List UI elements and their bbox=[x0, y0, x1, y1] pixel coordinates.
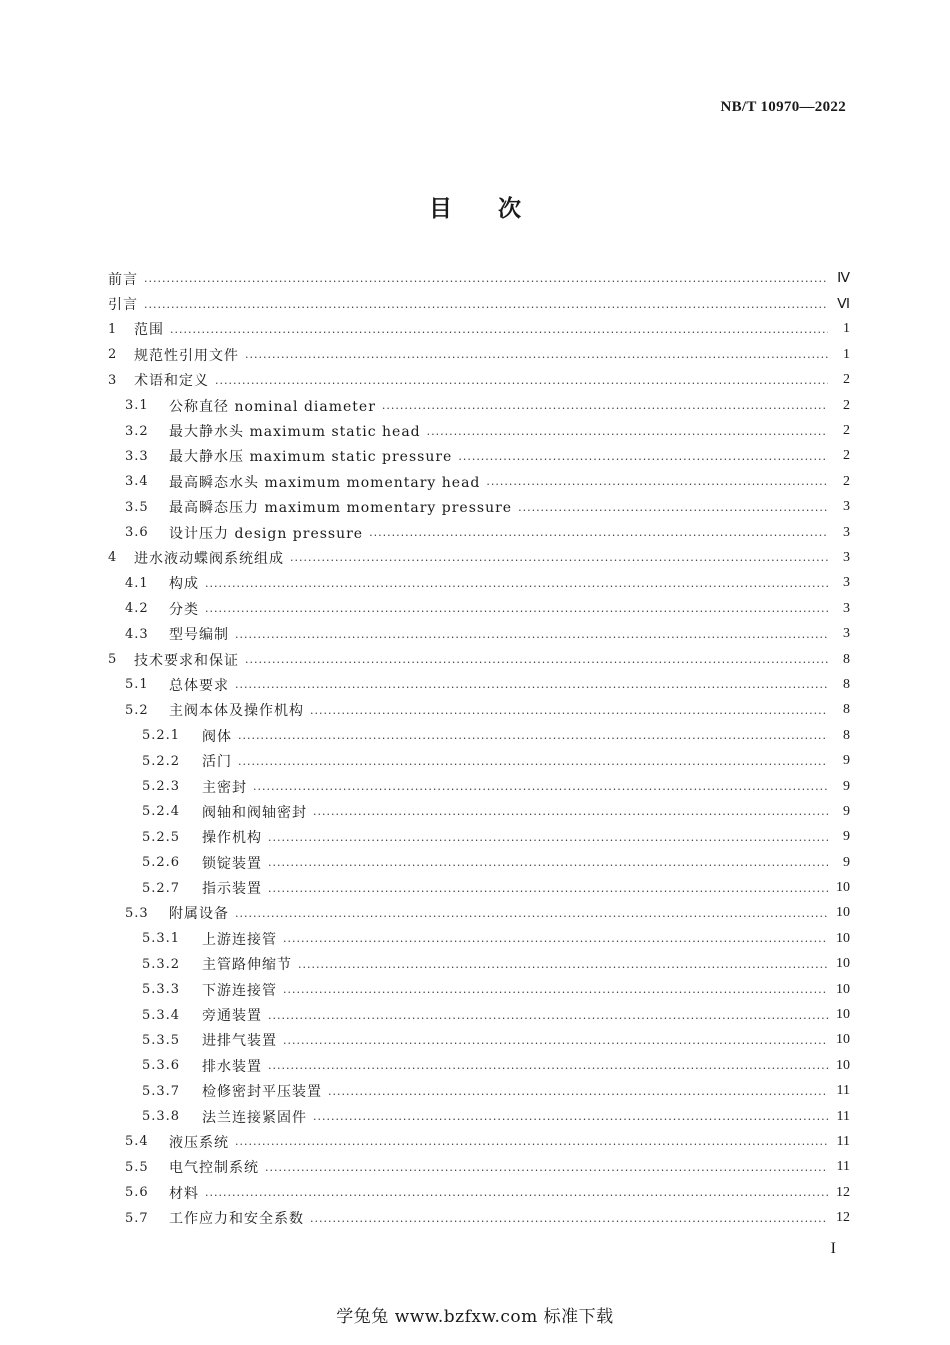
toc-entry-page: 8 bbox=[843, 727, 850, 743]
toc-entry-page: 3 bbox=[843, 499, 850, 515]
toc-entry-label: 材料 bbox=[169, 1185, 199, 1202]
toc-leader-dots bbox=[205, 1186, 828, 1199]
toc-entry-number: 5.3.3 bbox=[142, 982, 181, 998]
toc-leader-dots bbox=[310, 704, 828, 717]
toc-leader-dots bbox=[238, 729, 828, 742]
toc-leader-dots bbox=[313, 805, 828, 818]
toc-leader-dots bbox=[290, 551, 828, 564]
toc-entry-page: Ⅵ bbox=[837, 296, 850, 312]
title-char-1: 目 bbox=[429, 196, 452, 222]
toc-entry-page: 11 bbox=[836, 1108, 850, 1124]
toc-entry[interactable] bbox=[108, 977, 850, 1002]
toc-entry[interactable] bbox=[108, 952, 850, 977]
toc-leader-dots bbox=[382, 399, 828, 412]
toc-entry[interactable] bbox=[108, 342, 850, 367]
toc-leader-dots bbox=[235, 1135, 828, 1148]
toc-leader-dots bbox=[268, 1059, 828, 1072]
toc-entry-label: 引言 bbox=[108, 297, 138, 314]
toc-entry-page: 10 bbox=[836, 956, 850, 972]
toc-entry[interactable] bbox=[108, 520, 850, 545]
toc-entry[interactable] bbox=[108, 672, 850, 697]
toc-entry-label: 主阀本体及操作机构 bbox=[169, 703, 304, 720]
toc-entry[interactable] bbox=[108, 698, 850, 723]
toc-entry[interactable] bbox=[108, 495, 850, 520]
toc-entry-page: 2 bbox=[843, 423, 850, 439]
toc-entry-number: 5 bbox=[108, 652, 118, 668]
toc-entry-page: 9 bbox=[843, 778, 850, 794]
toc-entry-page: 8 bbox=[843, 676, 850, 692]
toc-entry-page: Ⅳ bbox=[837, 271, 850, 287]
toc-entry-page: 9 bbox=[843, 829, 850, 845]
toc-entry[interactable] bbox=[108, 850, 850, 875]
toc-entry-number: 4.2 bbox=[125, 601, 149, 617]
toc-entry[interactable] bbox=[108, 469, 850, 494]
toc-entry-number: 3 bbox=[108, 372, 118, 388]
toc-entry-number: 5.5 bbox=[125, 1159, 149, 1175]
page-folio: I bbox=[830, 1240, 836, 1257]
toc-entry-number: 5.6 bbox=[125, 1185, 149, 1201]
toc-entry-label: 设计压力 design pressure bbox=[169, 525, 364, 542]
toc-entry[interactable] bbox=[108, 1053, 850, 1078]
toc-entry-label: 下游连接管 bbox=[202, 982, 277, 999]
toc-entry-label: 阀轴和阀轴密封 bbox=[202, 804, 307, 821]
toc-leader-dots bbox=[283, 1034, 828, 1047]
toc-leader-dots bbox=[265, 1161, 828, 1174]
toc-entry[interactable] bbox=[108, 368, 850, 393]
toc-entry[interactable] bbox=[108, 875, 850, 900]
toc-entry-page: 3 bbox=[843, 626, 850, 642]
toc-leader-dots bbox=[245, 653, 828, 666]
toc-entry-page: 10 bbox=[836, 905, 850, 921]
toc-leader-dots bbox=[427, 425, 828, 438]
page-title bbox=[0, 190, 950, 223]
toc-entry[interactable] bbox=[108, 799, 850, 824]
toc-leader-dots bbox=[283, 983, 828, 996]
toc-entry-number: 5.3.6 bbox=[142, 1058, 181, 1074]
toc-entry[interactable] bbox=[108, 1129, 850, 1154]
toc-entry-number: 5.2.2 bbox=[142, 753, 181, 769]
toc-entry-label: 主管路伸缩节 bbox=[202, 957, 292, 974]
toc-entry-number: 5.2 bbox=[125, 702, 149, 718]
toc-entry-number: 5.4 bbox=[125, 1134, 149, 1150]
toc-leader-dots bbox=[215, 374, 828, 387]
toc-entry-number: 3.6 bbox=[125, 525, 149, 541]
toc-entry-number: 3.5 bbox=[125, 499, 149, 515]
toc-entry-label: 主密封 bbox=[202, 779, 247, 796]
toc-entry-label: 最大静水压 maximum static pressure bbox=[169, 449, 453, 466]
toc-entry[interactable] bbox=[108, 571, 850, 596]
toc-entry-page: 8 bbox=[843, 651, 850, 667]
toc-entry-label: 范围 bbox=[134, 322, 164, 339]
toc-entry-page: 8 bbox=[843, 702, 850, 718]
toc-leader-dots bbox=[268, 856, 828, 869]
toc-entry[interactable] bbox=[108, 266, 850, 291]
toc-entry-number: 5.3.5 bbox=[142, 1032, 181, 1048]
toc-leader-dots bbox=[235, 678, 828, 691]
toc-entry-page: 9 bbox=[843, 854, 850, 870]
toc-entry-number: 5.3.7 bbox=[142, 1083, 181, 1099]
toc-entry-number: 5.2.6 bbox=[142, 855, 181, 871]
toc-entry[interactable] bbox=[108, 774, 850, 799]
toc-entry-number: 3.2 bbox=[125, 423, 149, 439]
toc-leader-dots bbox=[268, 882, 828, 895]
toc-entry[interactable] bbox=[108, 393, 850, 418]
toc-entry-number: 5.3.4 bbox=[142, 1007, 181, 1023]
toc-entry-page: 2 bbox=[843, 397, 850, 413]
toc-entry-page: 11 bbox=[836, 1133, 850, 1149]
toc-leader-dots bbox=[238, 755, 828, 768]
toc-entry-page: 10 bbox=[836, 1032, 850, 1048]
toc-entry[interactable] bbox=[108, 1002, 850, 1027]
toc-entry-number: 5.3.8 bbox=[142, 1109, 181, 1125]
toc-leader-dots bbox=[205, 602, 828, 615]
toc-leader-dots bbox=[235, 628, 828, 641]
toc-entry[interactable] bbox=[108, 647, 850, 672]
toc-entry-label: 附属设备 bbox=[169, 906, 229, 923]
toc-leader-dots bbox=[268, 1009, 828, 1022]
toc-leader-dots bbox=[518, 501, 828, 514]
toc-entry-number: 3.3 bbox=[125, 448, 149, 464]
toc-entry[interactable] bbox=[108, 723, 850, 748]
toc-leader-dots bbox=[144, 298, 828, 311]
toc-leader-dots bbox=[369, 526, 828, 539]
toc-entry-label: 上游连接管 bbox=[202, 931, 277, 948]
toc-entry-number: 5.3 bbox=[125, 905, 149, 921]
toc-entry-label: 总体要求 bbox=[169, 677, 229, 694]
toc-entry[interactable] bbox=[108, 1079, 850, 1104]
toc-entry-number: 4.1 bbox=[125, 575, 149, 591]
toc-entry-number: 2 bbox=[108, 347, 118, 363]
toc-entry-page: 1 bbox=[843, 321, 850, 337]
toc-leader-dots bbox=[313, 1110, 828, 1123]
toc-entry[interactable] bbox=[108, 621, 850, 646]
toc-entry-page: 12 bbox=[836, 1210, 850, 1226]
toc-entry[interactable] bbox=[108, 291, 850, 316]
toc-entry-page: 3 bbox=[843, 600, 850, 616]
toc-entry-page: 11 bbox=[836, 1159, 850, 1175]
toc-entry-label: 规范性引用文件 bbox=[134, 347, 239, 364]
toc-leader-dots bbox=[458, 450, 828, 463]
toc-entry[interactable] bbox=[108, 825, 850, 850]
toc-entry-label: 法兰连接紧固件 bbox=[202, 1109, 307, 1126]
toc-entry-page: 10 bbox=[836, 981, 850, 997]
toc-entry[interactable] bbox=[108, 545, 850, 570]
toc-leader-dots bbox=[253, 780, 828, 793]
toc-entry-page: 3 bbox=[843, 549, 850, 565]
toc-entry-label: 检修密封平压装置 bbox=[202, 1084, 322, 1101]
toc-entry-number: 5.3.1 bbox=[142, 931, 181, 947]
toc-entry-label: 前言 bbox=[108, 271, 138, 288]
toc-entry-number: 5.2.3 bbox=[142, 779, 181, 794]
toc-entry[interactable] bbox=[108, 1028, 850, 1053]
toc-entry-label: 阀体 bbox=[202, 728, 232, 745]
toc-entry[interactable] bbox=[108, 926, 850, 951]
toc-entry-label: 技术要求和保证 bbox=[134, 652, 239, 669]
toc-entry[interactable] bbox=[108, 444, 850, 469]
toc-entry[interactable] bbox=[108, 418, 850, 443]
toc-leader-dots bbox=[328, 1085, 828, 1098]
toc-entry-page: 12 bbox=[836, 1184, 850, 1200]
toc-entry[interactable] bbox=[108, 748, 850, 773]
toc-entry-label: 锁锭装置 bbox=[202, 855, 262, 872]
toc-entry-page: 10 bbox=[836, 1057, 850, 1073]
toc-entry-number: 5.3.2 bbox=[142, 956, 181, 972]
toc-entry-page: 11 bbox=[836, 1083, 850, 1099]
toc-entry-label: 进排气装置 bbox=[202, 1033, 277, 1050]
toc-leader-dots bbox=[486, 475, 828, 488]
toc-entry-label: 旁通装置 bbox=[202, 1008, 262, 1025]
toc-entry-number: 5.7 bbox=[125, 1210, 149, 1226]
toc-entry-page: 3 bbox=[843, 524, 850, 540]
toc-leader-dots bbox=[144, 272, 828, 285]
toc-entry-label: 术语和定义 bbox=[134, 373, 209, 390]
toc-entry[interactable] bbox=[108, 901, 850, 926]
toc-entry-page: 2 bbox=[843, 448, 850, 464]
toc-entry-number: 3.4 bbox=[125, 474, 149, 490]
toc-leader-dots bbox=[310, 1212, 828, 1225]
toc-entry-number: 3.1 bbox=[125, 398, 149, 414]
toc-entry-page: 10 bbox=[836, 880, 850, 896]
toc-leader-dots bbox=[170, 323, 828, 336]
toc-entry[interactable] bbox=[108, 1205, 850, 1230]
toc-entry-label: 最高瞬态压力 maximum momentary pressure bbox=[169, 500, 513, 517]
toc-entry-page: 2 bbox=[843, 473, 850, 489]
toc-entry-number: 4 bbox=[108, 550, 118, 566]
toc-entry-label: 排水装置 bbox=[202, 1058, 262, 1075]
toc-entry-label: 液压系统 bbox=[169, 1134, 229, 1151]
toc-entry-label: 进水液动蝶阀系统组成 bbox=[134, 550, 284, 567]
toc-entry[interactable] bbox=[108, 596, 850, 621]
toc-entry[interactable] bbox=[108, 1155, 850, 1180]
toc-leader-dots bbox=[245, 348, 828, 361]
toc-entry-number: 4.3 bbox=[125, 626, 149, 642]
toc-entry-label: 操作机构 bbox=[202, 830, 262, 847]
toc-leader-dots bbox=[268, 831, 828, 844]
toc-entry-number: 5.2.5 bbox=[142, 829, 181, 845]
toc-entry-page: 9 bbox=[843, 753, 850, 769]
toc-entry-label: 公称直径 nominal diameter bbox=[169, 398, 376, 415]
toc-entry-label: 型号编制 bbox=[169, 627, 229, 644]
footer-watermark: 学兔兔 www.bzfxw.com 标准下载 bbox=[336, 1307, 614, 1327]
toc-entry-number: 5.2.7 bbox=[142, 880, 181, 896]
toc-entry-page: 2 bbox=[843, 372, 850, 388]
standard-code: NB/T 10970—2022 bbox=[720, 99, 846, 115]
toc-entry-label: 构成 bbox=[169, 576, 199, 593]
toc-entry[interactable] bbox=[108, 1104, 850, 1129]
toc-entry-label: 最大静水头 maximum static head bbox=[169, 424, 421, 441]
toc-entry-label: 分类 bbox=[169, 601, 199, 618]
toc-entry-label: 工作应力和安全系数 bbox=[169, 1211, 304, 1228]
toc-entry-page: 9 bbox=[843, 803, 850, 819]
toc-entry-number: 5.1 bbox=[125, 677, 149, 693]
title-char-2: 次 bbox=[498, 196, 521, 222]
toc-entry-label: 指示装置 bbox=[202, 881, 262, 898]
toc-entry-page: 10 bbox=[836, 1007, 850, 1023]
toc-entry[interactable] bbox=[108, 1180, 850, 1205]
table-of-contents bbox=[108, 266, 850, 1231]
toc-entry-label: 最高瞬态水头 maximum momentary head bbox=[169, 474, 481, 491]
toc-leader-dots bbox=[283, 932, 828, 945]
toc-entry-page: 1 bbox=[843, 346, 850, 362]
toc-leader-dots bbox=[205, 577, 828, 590]
toc-leader-dots bbox=[235, 907, 828, 920]
toc-entry-label: 活门 bbox=[202, 754, 232, 771]
toc-leader-dots bbox=[298, 958, 828, 971]
toc-entry[interactable] bbox=[108, 317, 850, 342]
toc-entry-page: 3 bbox=[843, 575, 850, 591]
toc-entry-page: 10 bbox=[836, 930, 850, 946]
toc-entry-number: 1 bbox=[108, 321, 118, 337]
toc-entry-number: 5.2.4 bbox=[142, 804, 181, 820]
toc-entry-number: 5.2.1 bbox=[142, 728, 181, 744]
toc-entry-label: 电气控制系统 bbox=[169, 1160, 259, 1177]
